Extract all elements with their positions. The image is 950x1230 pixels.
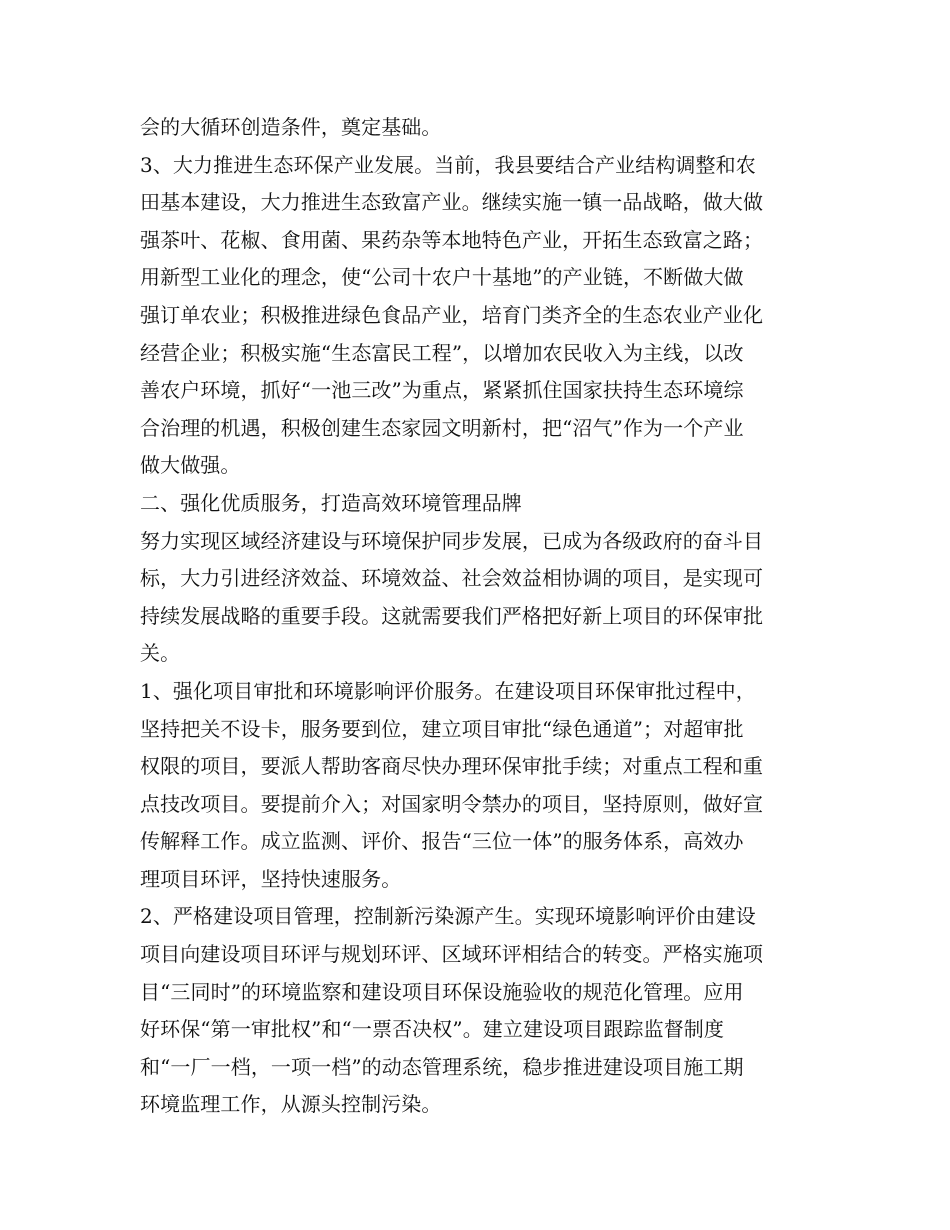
text-line: 传解释工作。成立监测、评价、报告“三位一体”的服务体系，高效办 <box>140 829 744 854</box>
text-line: 善农户环境，抓好“一池三改”为重点，紧紧抓住国家扶持生态环境综 <box>140 378 744 403</box>
text-line: 项目向建设项目环评与规划环评、区域环评相结合的转变。严格实施项 <box>140 942 764 967</box>
text-line: 田基本建设，大力推进生态致富产业。继续实施一镇一品战略，做大做 <box>140 190 764 215</box>
text-line: 点技改项目。要提前介入；对国家明令禁办的项目，坚持原则，做好宣 <box>140 791 764 816</box>
section-heading: 二、强化优质服务，打造高效环境管理品牌 <box>140 490 522 515</box>
text-line: 用新型工业化的理念，使“公司十农户十基地”的产业链，不断做大做 <box>140 265 744 290</box>
text-line: 坚持把关不设卡，服务要到位，建立项目审批“绿色通道”；对超审批 <box>140 716 744 741</box>
text-line: 和“一厂一档，一项一档”的动态管理系统，稳步推进建设项目施工期 <box>140 1054 744 1079</box>
text-line: 权限的项目，要派人帮助客商尽快办理环保审批手续；对重点工程和重 <box>140 754 764 779</box>
text-line: 环境监理工作，从源头控制污染。 <box>140 1092 442 1117</box>
text-line: 做大做强。 <box>140 453 241 478</box>
text-line: 合治理的机遇，积极创建生态家园文明新村，把“沼气”作为一个产业 <box>140 415 744 440</box>
text-line: 经营企业；积极实施“生态富民工程”，以增加农民收入为主线，以改 <box>140 340 744 365</box>
text-line: 好环保“第一审批权”和“一票否决权”。建立建设项目跟踪监督制度 <box>140 1017 724 1042</box>
document-body <box>140 109 820 1124</box>
text-line: 持续发展战略的重要手段。这就需要我们严格把好新上项目的环保审批 <box>140 603 764 628</box>
text-line: 2、严格建设项目管理，控制新污染源产生。实现环境影响评价由建设 <box>140 904 756 929</box>
text-line: 努力实现区域经济建设与环境保护同步发展，已成为各级政府的奋斗目 <box>140 528 764 553</box>
text-line: 强订单农业；积极推进绿色食品产业，培育门类齐全的生态农业产业化 <box>140 302 764 327</box>
text-line: 关。 <box>140 641 181 666</box>
text-line: 标，大力引进经济效益、环境效益、社会效益相协调的项目，是实现可 <box>140 566 764 591</box>
text-line: 1、强化项目审批和环境影响评价服务。在建设项目环保审批过程中， <box>140 678 756 703</box>
text-line: 会的大循环创造条件，奠定基础。 <box>140 115 442 139</box>
text-line: 理项目环评，坚持快速服务。 <box>140 866 402 891</box>
text-line: 目“三同时”的环境监察和建设项目环保设施验收的规范化管理。应用 <box>140 979 744 1004</box>
text-line: 强茶叶、花椒、食用菌、果药杂等本地特色产业，开拓生态致富之路； <box>140 227 764 252</box>
text-line: 3、大力推进生态环保产业发展。当前，我县要结合产业结构调整和农 <box>140 152 756 177</box>
